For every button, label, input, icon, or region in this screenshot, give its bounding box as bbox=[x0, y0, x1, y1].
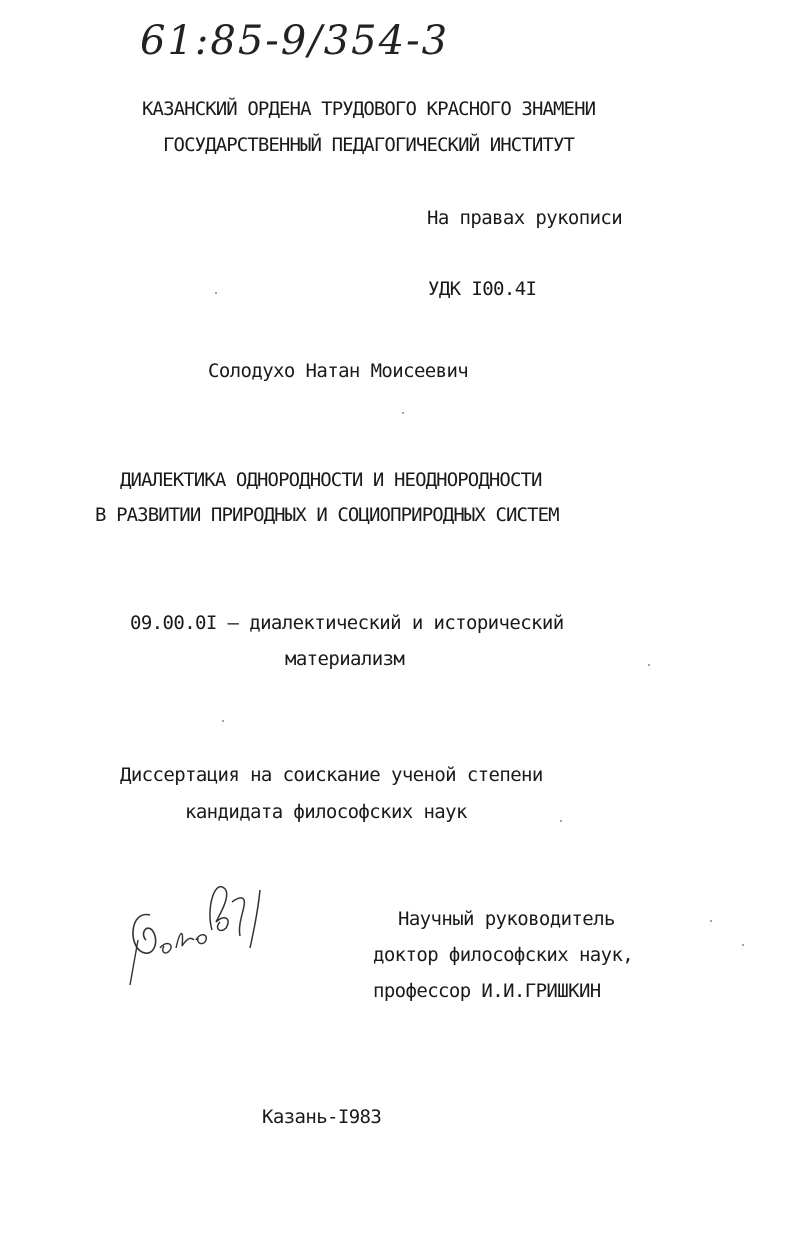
scan-speck bbox=[648, 664, 650, 666]
author-name: Солодухо Натан Моисеевич bbox=[208, 360, 469, 382]
signature-drawing bbox=[120, 870, 300, 990]
scan-speck bbox=[560, 820, 562, 822]
manuscript-note: На правах рукописи bbox=[427, 207, 623, 229]
degree-line-2: кандидата философских наук bbox=[185, 801, 467, 823]
thesis-title-line-1: ДИАЛЕКТИКА ОДНОРОДНОСТИ И НЕОДНОРОДНОСТИ bbox=[120, 469, 542, 491]
supervisor-name: профессор И.И.ГРИШКИН bbox=[373, 980, 601, 1002]
scan-speck bbox=[222, 720, 224, 722]
institution-line-2: ГОСУДАРСТВЕННЫЙ ПЕДАГОГИЧЕСКИЙ ИНСТИТУТ bbox=[163, 134, 575, 156]
archive-code-handwritten bbox=[140, 18, 449, 64]
thesis-title-line-2: В РАЗВИТИИ ПРИРОДНЫХ И СОЦИОПРИРОДНЫХ СИСТЕМ bbox=[95, 504, 559, 526]
supervisor-degree: доктор философских наук, bbox=[373, 944, 634, 966]
scan-speck bbox=[742, 944, 744, 946]
specialty-line-1: 09.00.0I – диалектический и исторический bbox=[130, 612, 564, 634]
udc-code: УДК I00.4I bbox=[428, 278, 537, 300]
signature-text bbox=[120, 870, 121, 871]
supervisor-title: Научный руководитель bbox=[398, 908, 615, 930]
institution-line-1: КАЗАНСКИЙ ОРДЕНА ТРУДОВОГО КРАСНОГО ЗНАМЕНИ bbox=[142, 98, 596, 120]
specialty-line-2: материализм bbox=[285, 648, 405, 670]
archive-code-text: 61:85-9/354-3 bbox=[140, 18, 450, 64]
scan-speck bbox=[215, 292, 217, 294]
place-and-year: Казань-I983 bbox=[262, 1106, 382, 1128]
author-signature bbox=[120, 870, 300, 990]
degree-line-1: Диссертация на соискание ученой степени bbox=[120, 764, 543, 786]
scan-speck bbox=[402, 412, 404, 414]
scan-speck bbox=[710, 920, 712, 922]
